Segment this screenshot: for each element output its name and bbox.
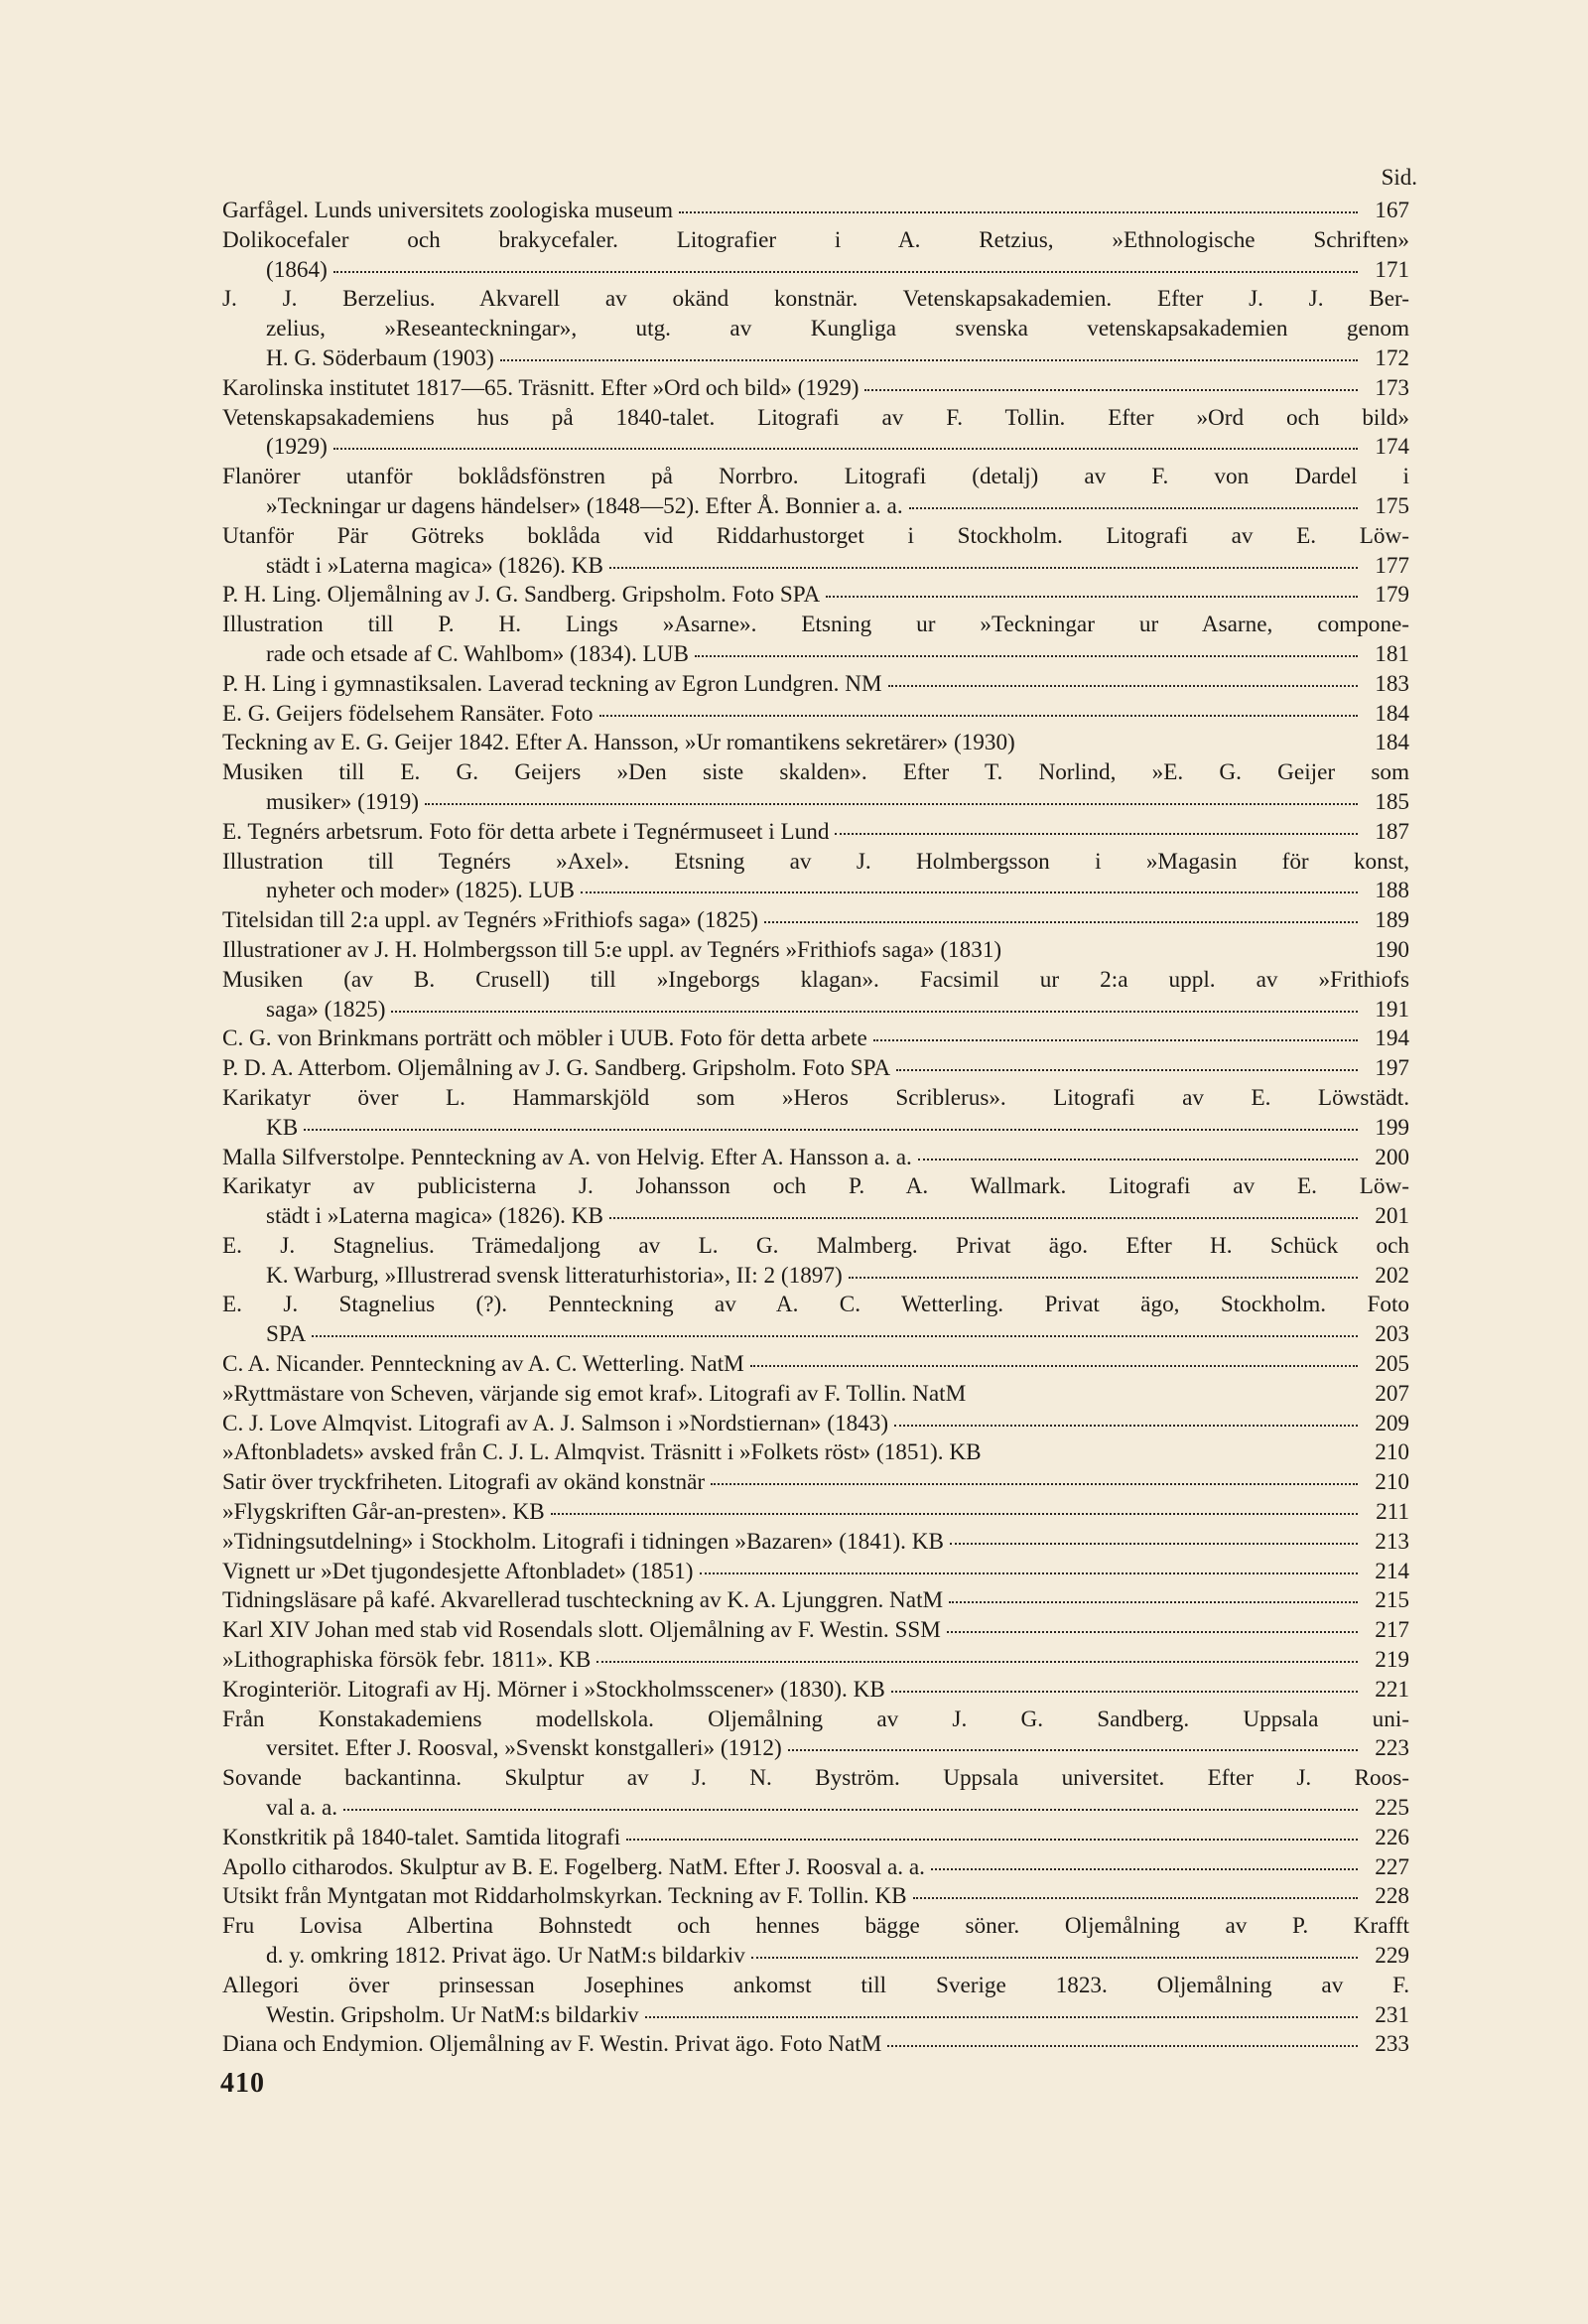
list-item bbox=[222, 758, 1409, 818]
entry-text: P. H. Ling i gymnastiksalen. Laverad teckning av Egron Lundgren. NM bbox=[222, 670, 882, 697]
list-item bbox=[222, 226, 1409, 286]
entry-page-number: 221 bbox=[1375, 1676, 1409, 1703]
dot-leader bbox=[896, 1069, 1358, 1071]
list-item bbox=[222, 1972, 1409, 2031]
list-item bbox=[222, 1706, 1409, 1765]
entry-text: C. A. Nicander. Pennteckning av A. C. Wetterling. NatM bbox=[222, 1351, 744, 1378]
list-item bbox=[222, 729, 1409, 758]
entry-text: Karolinska institutet 1817—65. Träsnitt. Efter »Ord och bild» (1929) bbox=[222, 374, 860, 401]
entry-text: »Tidningsutdelning» i Stockholm. Litografi i tidningen »Bazaren» (1841). KB bbox=[222, 1528, 944, 1555]
list-item bbox=[222, 1498, 1409, 1528]
entry-text: nyheter och moder» (1825). LUB bbox=[266, 878, 576, 904]
entry-text: versitet. Efter J. Roosval, »Svenskt konstgalleri» (1912) bbox=[266, 1735, 782, 1762]
entry-text: Dolikocefaler och brakycefaler. Litografier i A. Retzius, »Ethnologische Schriften» bbox=[222, 226, 1409, 253]
list-item bbox=[222, 581, 1409, 611]
entry-text: Sovande backantinna. Skulptur av J. N. Byström. Uppsala universitet. Efter J. Roos- bbox=[222, 1765, 1409, 1792]
entry-text: SPA bbox=[266, 1321, 307, 1348]
dot-leader bbox=[826, 596, 1358, 598]
entry-text: E. Tegnérs arbetsrum. Foto för detta arbete i Tegnérmuseet i Lund bbox=[222, 818, 830, 845]
dot-leader bbox=[343, 1809, 1358, 1811]
list-item bbox=[222, 1380, 1409, 1410]
list-item bbox=[222, 611, 1409, 670]
dot-leader bbox=[425, 803, 1358, 805]
list-item bbox=[222, 1616, 1409, 1646]
dot-leader bbox=[894, 1425, 1358, 1427]
dot-leader bbox=[909, 507, 1358, 509]
list-item bbox=[222, 848, 1409, 907]
entry-text: J. J. Berzelius. Akvarell av okänd konstnär. Vetenskapsakademien. Efter J. J. Ber- bbox=[222, 286, 1409, 313]
dot-leader bbox=[931, 1868, 1358, 1870]
dot-leader bbox=[304, 1129, 1358, 1131]
entry-page-number: 174 bbox=[1375, 434, 1409, 461]
entry-page-number: 167 bbox=[1375, 198, 1409, 223]
list-item bbox=[222, 1054, 1409, 1084]
entry-page-number: 226 bbox=[1375, 1824, 1409, 1850]
entry-page-number: 219 bbox=[1375, 1647, 1409, 1674]
list-item bbox=[222, 374, 1409, 404]
entry-text: Utsikt från Myntgatan mot Riddarholmskyrkan. Teckning av F. Tollin. KB bbox=[222, 1883, 907, 1910]
dot-leader bbox=[949, 1601, 1358, 1603]
list-item bbox=[222, 1025, 1409, 1054]
entry-text: P. H. Ling. Oljemålning av J. G. Sandberg. Gripsholm. Foto SPA bbox=[222, 582, 821, 609]
entry-page-number: 210 bbox=[1375, 1469, 1409, 1496]
entry-page-number: 197 bbox=[1375, 1055, 1409, 1082]
entry-text: »Lithographiska försök febr. 1811». KB bbox=[222, 1647, 592, 1674]
entry-text: Vetenskapsakademiens hus på 1840-talet. Litografi av F. Tollin. Efter »Ord och bild» bbox=[222, 404, 1409, 431]
list-item bbox=[222, 936, 1409, 966]
list-item bbox=[222, 670, 1409, 700]
list-item bbox=[222, 1144, 1409, 1173]
entry-text: »Aftonbladets» avsked från C. J. L. Almqvist. Träsnitt i »Folkets röst» (1851). KB bbox=[222, 1439, 982, 1466]
entry-text: Malla Silfverstolpe. Pennteckning av A. von Helvig. Efter A. Hansson a. a. bbox=[222, 1144, 912, 1170]
dot-leader bbox=[950, 1543, 1358, 1545]
entry-page-number: 190 bbox=[1375, 936, 1409, 963]
list-item bbox=[222, 1912, 1409, 1972]
dot-leader bbox=[888, 685, 1358, 687]
list-item bbox=[222, 966, 1409, 1025]
entry-page-number: 223 bbox=[1375, 1735, 1409, 1762]
dot-leader bbox=[849, 1277, 1358, 1279]
entry-text: KB bbox=[266, 1114, 299, 1141]
list-item bbox=[222, 1468, 1409, 1498]
entry-text: Utanför Pär Götreks boklåda vid Riddarhustorget i Stockholm. Litografi av E. Löw- bbox=[222, 522, 1409, 549]
list-item bbox=[222, 1084, 1409, 1144]
entry-text: »Teckningar ur dagens händelser» (1848—52). Efter Å. Bonnier a. a. bbox=[266, 492, 903, 519]
dot-leader bbox=[599, 715, 1359, 717]
entry-text: Teckning av E. G. Geijer 1842. Efter A. Hansson, »Ur romantikens sekretärer» (1930) bbox=[222, 730, 1015, 756]
entry-text: Karikatyr över L. Hammarskjöld som »Heros Scriblerus». Litografi av E. Löwstädt. bbox=[222, 1084, 1409, 1111]
entry-text: E. J. Stagnelius (?). Pennteckning av A. C. Wetterling. Privat ägo, Stockholm. Foto bbox=[222, 1292, 1409, 1318]
dot-leader bbox=[609, 567, 1358, 569]
entry-page-number: 217 bbox=[1375, 1617, 1409, 1644]
entry-page-number: 201 bbox=[1375, 1203, 1409, 1230]
entry-page-number: 227 bbox=[1375, 1853, 1409, 1880]
entry-text: Westin. Gripsholm. Ur NatM:s bildarkiv bbox=[266, 2001, 639, 2028]
entry-page-number: 172 bbox=[1375, 344, 1409, 371]
dot-leader bbox=[626, 1839, 1358, 1841]
dot-leader bbox=[609, 1217, 1358, 1219]
entry-text: Garfågel. Lunds universitets zoologiska museum bbox=[222, 198, 673, 223]
entry-text: musiker» (1919) bbox=[266, 788, 419, 815]
entry-text: Illustrationer av J. H. Holmbergsson till 5:e uppl. av Tegnérs »Frithiofs saga» (1831) bbox=[222, 936, 1002, 963]
dot-leader bbox=[873, 1039, 1358, 1041]
list-item bbox=[222, 1438, 1409, 1468]
list-item bbox=[222, 1558, 1409, 1587]
dot-leader bbox=[751, 1957, 1358, 1959]
entry-text: Allegori över prinsessan Josephines ankomst till Sverige 1823. Oljemålning av F. bbox=[222, 1972, 1409, 1998]
dot-leader bbox=[312, 1335, 1358, 1337]
entry-text: Titelsidan till 2:a uppl. av Tegnérs »Frithiofs saga» (1825) bbox=[222, 907, 759, 934]
list-item bbox=[222, 700, 1409, 730]
entry-page-number: 175 bbox=[1375, 492, 1409, 519]
entry-page-number: 214 bbox=[1375, 1558, 1409, 1584]
entry-text: d. y. omkring 1812. Privat ägo. Ur NatM:s bildarkiv bbox=[266, 1943, 745, 1970]
entry-page-number: 200 bbox=[1375, 1144, 1409, 1170]
entry-page-number: 177 bbox=[1375, 552, 1409, 579]
entry-page-number: 233 bbox=[1375, 2031, 1409, 2058]
entry-page-number: 185 bbox=[1375, 788, 1409, 815]
entry-page-number: 215 bbox=[1375, 1587, 1409, 1614]
entry-page-number: 210 bbox=[1375, 1439, 1409, 1466]
entry-page-number: 205 bbox=[1375, 1351, 1409, 1378]
dot-leader bbox=[918, 1159, 1358, 1161]
entry-text: Karl XIV Johan med stab vid Rosendals slott. Oljemålning av F. Westin. SSM bbox=[222, 1617, 941, 1644]
entry-text: E. G. Geijers födelsehem Ransäter. Foto bbox=[222, 700, 594, 727]
entry-text: H. G. Söderbaum (1903) bbox=[266, 344, 494, 371]
entry-page-number: 181 bbox=[1375, 640, 1409, 667]
dot-leader bbox=[887, 2045, 1358, 2047]
entry-text: C. J. Love Almqvist. Litografi av A. J. Salmson i »Nordstiernan» (1843) bbox=[222, 1410, 889, 1436]
entry-text: Från Konstakademiens modellskola. Oljemålning av J. G. Sandberg. Uppsala uni- bbox=[222, 1706, 1409, 1732]
dot-leader bbox=[596, 1661, 1358, 1663]
entry-page-number: 194 bbox=[1375, 1025, 1409, 1052]
dot-leader bbox=[679, 211, 1358, 213]
entry-page-number: 199 bbox=[1375, 1114, 1409, 1141]
entry-text: (1929) bbox=[266, 434, 328, 461]
dot-leader bbox=[750, 1365, 1358, 1367]
list-item bbox=[222, 1291, 1409, 1350]
entry-text: städt i »Laterna magica» (1826). KB bbox=[266, 1203, 603, 1230]
list-item bbox=[222, 1764, 1409, 1824]
entry-text: Kroginteriör. Litografi av Hj. Mörner i »Stockholmsscener» (1830). KB bbox=[222, 1676, 885, 1703]
list-item bbox=[222, 818, 1409, 848]
page-column-header: Sid. bbox=[1381, 165, 1417, 190]
list-item bbox=[222, 197, 1409, 226]
dot-leader bbox=[764, 921, 1358, 923]
entry-text: Diana och Endymion. Oljemålning av F. Westin. Privat ägo. Foto NatM bbox=[222, 2031, 882, 2058]
list-item bbox=[222, 1676, 1409, 1706]
entry-page-number: 189 bbox=[1375, 907, 1409, 934]
dot-leader bbox=[645, 2016, 1358, 2018]
list-item bbox=[222, 522, 1409, 582]
entry-text: K. Warburg, »Illustrerad svensk litteraturhistoria», II: 2 (1897) bbox=[266, 1262, 843, 1289]
dot-leader bbox=[913, 1897, 1358, 1899]
entry-text: »Ryttmästare von Scheven, värjande sig emot kraf». Litografi av F. Tollin. NatM bbox=[222, 1380, 967, 1407]
entry-text: städt i »Laterna magica» (1826). KB bbox=[266, 552, 603, 579]
dot-leader bbox=[700, 1572, 1359, 1574]
dot-leader bbox=[864, 389, 1358, 391]
entry-page-number: 231 bbox=[1375, 2001, 1409, 2028]
entry-text: Illustration till Tegnérs »Axel». Etsning av J. Holmbergsson i »Magasin för konst, bbox=[222, 848, 1409, 875]
list-item bbox=[222, 1350, 1409, 1380]
dot-leader bbox=[891, 1691, 1358, 1693]
entry-page-number: 179 bbox=[1375, 582, 1409, 609]
list-item bbox=[222, 2030, 1409, 2060]
list-item bbox=[222, 1172, 1409, 1232]
dot-leader bbox=[835, 833, 1358, 835]
entry-page-number: 188 bbox=[1375, 878, 1409, 904]
list-item bbox=[222, 1824, 1409, 1853]
list-item bbox=[222, 1586, 1409, 1616]
entry-text: zelius, »Reseanteckningar», utg. av Kungliga svenska vetenskapsakademien genom bbox=[266, 316, 1409, 342]
entry-page-number: 171 bbox=[1375, 256, 1409, 283]
entry-page-number: 207 bbox=[1375, 1380, 1409, 1407]
entry-text: Tidningsläsare på kafé. Akvarellerad tuschteckning av K. A. Ljunggren. NatM bbox=[222, 1587, 944, 1614]
dot-leader bbox=[333, 271, 1358, 273]
dot-leader bbox=[391, 1011, 1358, 1013]
entry-text: Satir över tryckfriheten. Litografi av okänd konstnär bbox=[222, 1469, 706, 1496]
dot-leader bbox=[581, 891, 1358, 893]
list-item bbox=[222, 1232, 1409, 1292]
entry-page-number: 184 bbox=[1375, 730, 1409, 756]
dot-leader bbox=[500, 359, 1358, 361]
dot-leader bbox=[947, 1631, 1358, 1633]
entry-text: Karikatyr av publicisterna J. Johansson och P. A. Wallmark. Litografi av E. Löw- bbox=[222, 1173, 1409, 1200]
entry-text: Fru Lovisa Albertina Bohnstedt och hennes bägge söner. Oljemålning av P. Krafft bbox=[222, 1913, 1409, 1940]
entry-page-number: 228 bbox=[1375, 1883, 1409, 1910]
entry-page-number: 191 bbox=[1375, 996, 1409, 1023]
list-item bbox=[222, 1528, 1409, 1558]
entry-text: »Flygskriften Går-an-presten». KB bbox=[222, 1499, 545, 1526]
entry-text: P. D. A. Atterbom. Oljemålning av J. G. Sandberg. Gripsholm. Foto SPA bbox=[222, 1055, 891, 1082]
dot-leader bbox=[695, 655, 1358, 657]
list-item bbox=[222, 285, 1409, 373]
entry-page-number: 184 bbox=[1375, 700, 1409, 727]
entry-page-number: 173 bbox=[1375, 374, 1409, 401]
page-number: 410 bbox=[220, 2068, 265, 2099]
entry-text: Illustration till P. H. Lings »Asarne». Etsning ur »Teckningar ur Asarne, compone- bbox=[222, 612, 1409, 638]
list-item bbox=[222, 1853, 1409, 1883]
entry-page-number: 229 bbox=[1375, 1943, 1409, 1970]
entry-text: val a. a. bbox=[266, 1795, 338, 1822]
entry-text: Apollo citharodos. Skulptur av B. E. Fogelberg. NatM. Efter J. Roosval a. a. bbox=[222, 1853, 925, 1880]
entry-text: Flanörer utanför boklådsfönstren på Norrbro. Litografi (detalj) av F. von Dardel i bbox=[222, 464, 1409, 490]
entry-text: rade och etsade af C. Wahlbom» (1834). LUB bbox=[266, 640, 689, 667]
entry-page-number: 203 bbox=[1375, 1321, 1409, 1348]
list-item bbox=[222, 463, 1409, 522]
list-item bbox=[222, 404, 1409, 464]
list-item bbox=[222, 1410, 1409, 1439]
dot-leader bbox=[551, 1513, 1358, 1515]
dot-leader bbox=[333, 448, 1358, 450]
entry-text: (1864) bbox=[266, 256, 328, 283]
entry-text: Musiken till E. G. Geijers »Den siste skalden». Efter T. Norlind, »E. G. Geijer som bbox=[222, 759, 1409, 786]
list-item bbox=[222, 1882, 1409, 1912]
list-item bbox=[222, 906, 1409, 936]
dot-leader bbox=[711, 1483, 1358, 1485]
list-item bbox=[222, 1646, 1409, 1676]
entry-page-number: 225 bbox=[1375, 1795, 1409, 1822]
entry-text: Musiken (av B. Crusell) till »Ingeborgs klagan». Facsimil ur 2:a uppl. av »Frithiofs bbox=[222, 966, 1409, 993]
illustration-list bbox=[222, 197, 1409, 2060]
entry-page-number: 187 bbox=[1375, 818, 1409, 845]
entry-page-number: 211 bbox=[1376, 1499, 1409, 1526]
entry-page-number: 213 bbox=[1375, 1528, 1409, 1555]
entry-page-number: 209 bbox=[1375, 1410, 1409, 1436]
entry-text: saga» (1825) bbox=[266, 996, 386, 1023]
entry-text: E. J. Stagnelius. Trämedaljong av L. G. Malmberg. Privat ägo. Efter H. Schück och bbox=[222, 1232, 1409, 1259]
entry-text: Vignett ur »Det tjugondesjette Aftonbladet» (1851) bbox=[222, 1558, 694, 1584]
dot-leader bbox=[788, 1749, 1358, 1751]
entry-text: C. G. von Brinkmans porträtt och möbler i UUB. Foto för detta arbete bbox=[222, 1025, 867, 1052]
entry-page-number: 183 bbox=[1375, 670, 1409, 697]
entry-page-number: 202 bbox=[1375, 1262, 1409, 1289]
entry-text: Konstkritik på 1840-talet. Samtida litografi bbox=[222, 1824, 621, 1850]
